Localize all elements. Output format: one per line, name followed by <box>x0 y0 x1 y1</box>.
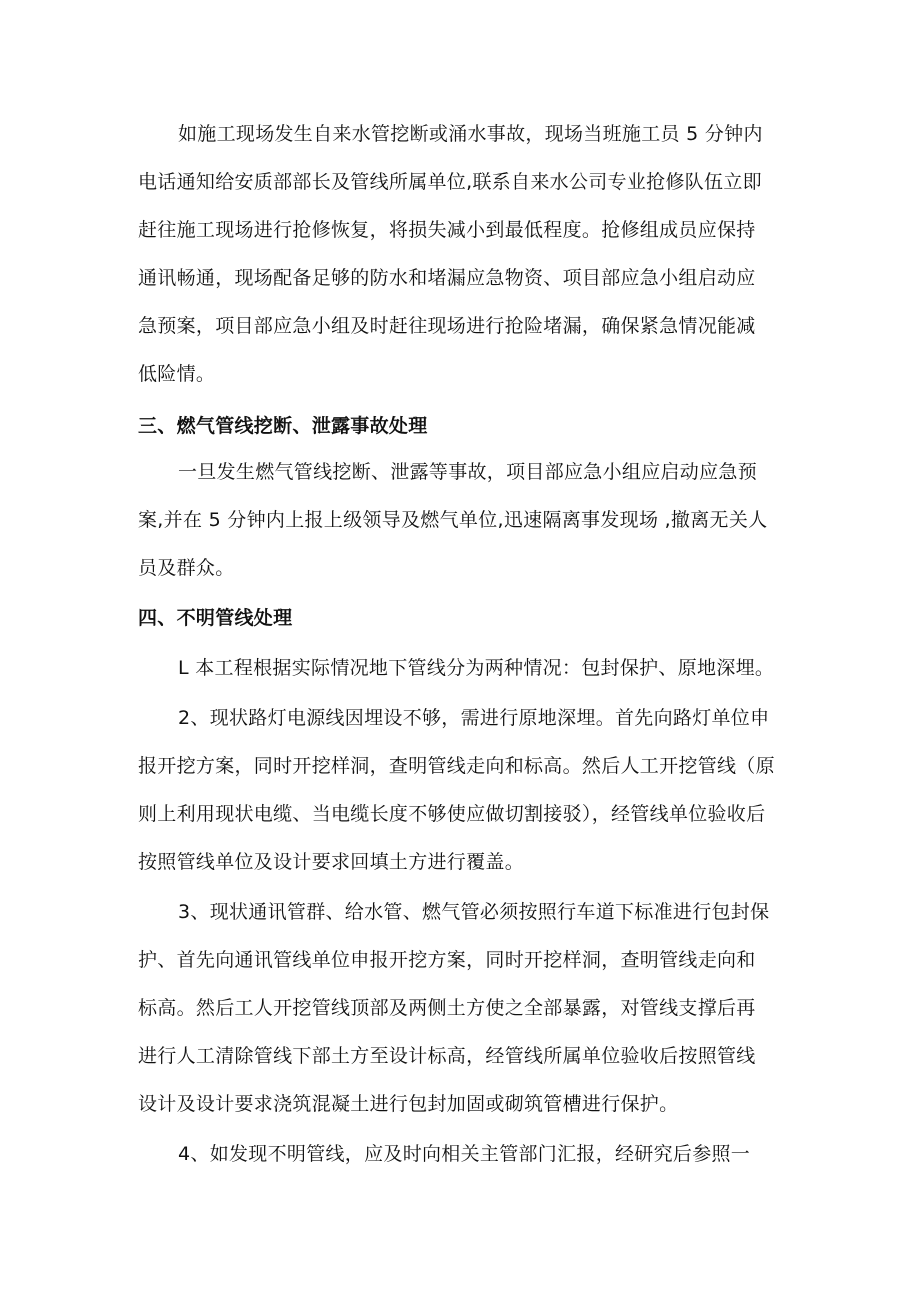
item3-line-2: 护、首先向通讯管线单位申报开挖方案，同时开挖样洞，查明管线走向和 <box>138 949 756 971</box>
para2-line-3: 员及群众。 <box>138 557 235 579</box>
para1-line-4: 通讯畅通，现场配备足够的防水和堵漏应急物资、项目部应急小组启动应 <box>138 267 756 289</box>
para1-line-1: 如施工现场发生自来水管挖断或涌水事故，现场当班施工员 5 分钟内 <box>178 123 763 145</box>
item2-line-3: 则上利用现状电缆、当电缆长度不够使应做切割接驳），经管线单位验收后 <box>138 803 766 825</box>
item2-line-2: 报开挖方案，同时开挖样洞，查明管线走向和标高。然后人工开挖管线（原 <box>138 755 775 777</box>
para1-line-2: 电话通知给安质部部长及管线所属单位,联系自来水公司专业抢修队伍立即 <box>138 171 762 193</box>
item3-line-1: 3、现状通讯管群、给水管、燃气管必须按照行车道下标准进行包封保 <box>178 901 770 923</box>
item3-line-4: 进行人工清除管线下部土方至设计标高，经管线所属单位验收后按照管线 <box>138 1045 756 1067</box>
item2-line-1: 2、现状路灯电源线因埋设不够，需进行原地深埋。首先向路灯单位申 <box>178 707 770 729</box>
section-heading-3: 三、燃气管线挖断、泄露事故处理 <box>138 415 428 437</box>
item2-line-4: 按照管线单位及设计要求回填土方进行覆盖。 <box>138 851 525 873</box>
item1-line: L 本工程根据实际情况地下管线分为两种情况：包封保护、原地深埋。 <box>178 657 775 679</box>
item3-line-5: 设计及设计要求浇筑混凝土进行包封加固或砌筑管槽进行保护。 <box>138 1093 679 1115</box>
para2-line-2: 案,并在 5 分钟内上报上级领导及燃气单位,迅速隔离事发现场 ,撤离无关人 <box>138 509 768 531</box>
para1-line-3: 赶往施工现场进行抢修恢复，将损失减小到最低程度。抢修组成员应保持 <box>138 219 756 241</box>
item3-line-3: 标高。然后工人开挖管线顶部及两侧土方使之全部暴露，对管线支撑后再 <box>138 997 756 1019</box>
para2-line-1: 一旦发生燃气管线挖断、泄露等事故，项目部应急小组应启动应急预 <box>178 461 758 483</box>
section-heading-4: 四、不明管线处理 <box>138 607 293 629</box>
item4-line-1: 4、如发现不明管线，应及时向相关主管部门汇报，经研究后参照一 <box>178 1143 751 1165</box>
para1-line-6: 低险情。 <box>138 363 216 385</box>
para1-line-5: 急预案，项目部应急小组及时赶往现场进行抢险堵漏，确保紧急情况能减 <box>138 315 756 337</box>
